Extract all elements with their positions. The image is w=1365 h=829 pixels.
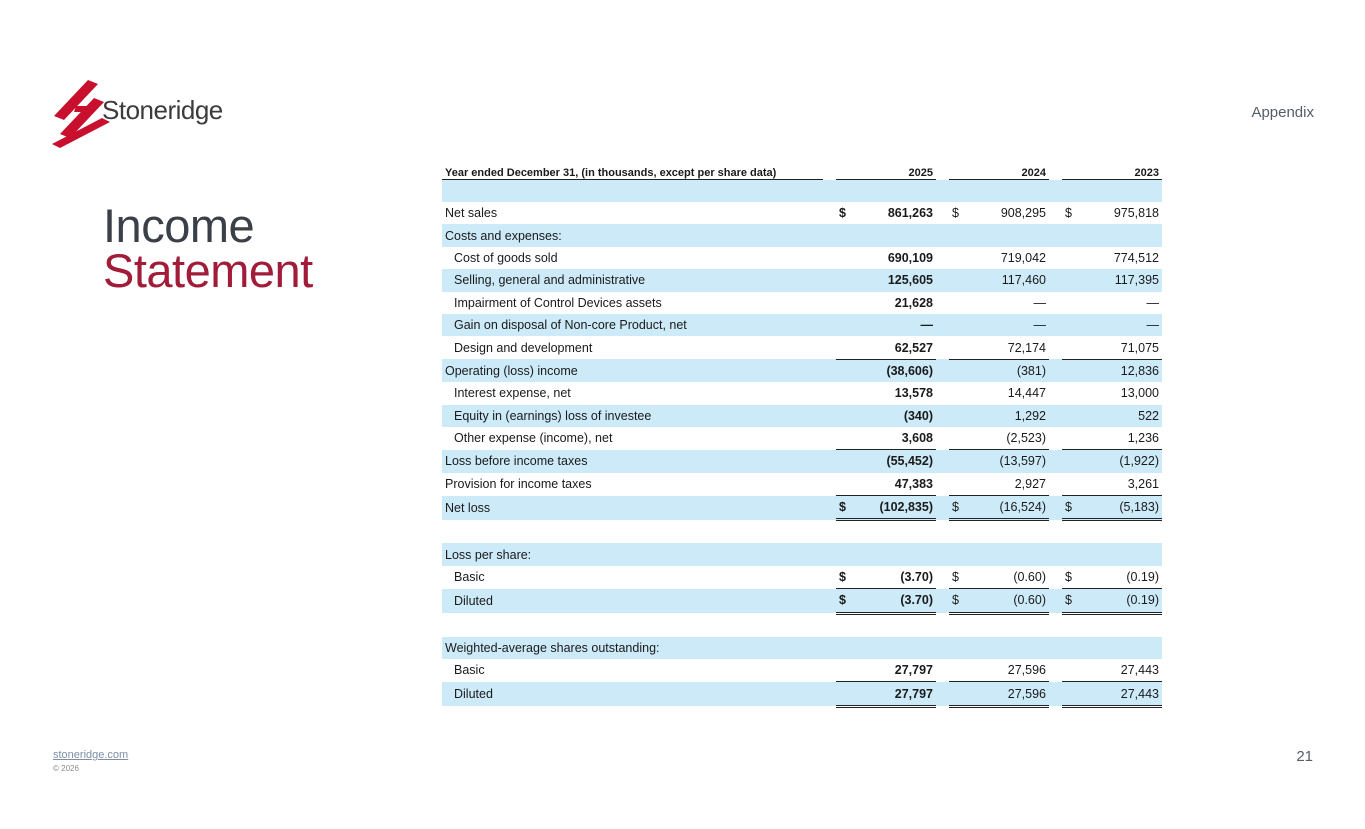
spacer-row (442, 180, 1162, 203)
header-label: Year ended December 31, (in thousands, except per share data) (442, 160, 823, 180)
row-lps-heading: Loss per share: (442, 543, 1162, 565)
row-lps-basic: Basic $ (3.70) $ (0.60) $ (0.19) (454, 570, 1159, 585)
row-other: Other expense (income), net 3,608 (2,523) 1,236 (454, 431, 1159, 446)
section-label: Appendix (1251, 104, 1314, 121)
year-2024: 2024 (949, 160, 1049, 180)
row-sga: Selling, general and administrative 125,605 117,460 117,395 (442, 269, 1162, 291)
page-number: 21 (1296, 748, 1313, 765)
row-lps-diluted: Diluted $ (3.70) $ (0.60) $ (0.19) (442, 589, 1162, 613)
row-net-loss: Net loss $ (102,835) $ (16,524) $ (5,183) (442, 496, 1162, 520)
income-statement-table (442, 160, 1162, 708)
spacer-row (442, 520, 1162, 544)
logo-wordmark: Stoneridge (102, 95, 223, 125)
row-costs-heading: Costs and expenses: (442, 224, 1162, 246)
title-line-1: Income (103, 199, 255, 252)
table-header-row (442, 160, 1162, 180)
row-shares-basic: Basic 27,797 27,596 27,443 (454, 663, 1159, 678)
title-line-2: Statement (103, 244, 313, 297)
row-interest: Interest expense, net 13,578 14,447 13,000 (454, 386, 1159, 401)
year-2025: 2025 (836, 160, 936, 180)
row-loss-before-tax: Loss before income taxes (55,452) (13,597) (1,922) (442, 450, 1162, 473)
row-cogs: Cost of goods sold 690,109 719,042 774,512 (454, 250, 1159, 265)
row-shares-diluted: Diluted 27,797 27,596 27,443 (442, 682, 1162, 706)
row-provision: Provision for income taxes 47,383 2,927 3,261 (445, 476, 1159, 492)
page-title (103, 199, 313, 297)
copyright: © 2026 (53, 764, 79, 773)
row-design: Design and development 62,527 72,174 71,075 (454, 340, 1159, 355)
row-operating: Operating (loss) income (38,606) (381) 12,836 (442, 359, 1162, 382)
company-logo (50, 80, 223, 148)
row-impairment: Impairment of Control Devices assets 21,628 — — (454, 295, 1159, 310)
row-net-sales: Net sales $ 861,263 $ 908,295 $ 975,818 (445, 206, 1159, 221)
row-gain: Gain on disposal of Non-core Product, net — — — (442, 314, 1162, 336)
row-equity: Equity in (earnings) loss of investee (340) 1,292 522 (442, 405, 1162, 427)
year-2023: 2023 (1062, 160, 1162, 180)
row-shares-heading: Weighted-average shares outstanding: (442, 637, 1162, 659)
spacer-row (442, 613, 1162, 637)
website-link[interactable]: stoneridge.com (53, 749, 129, 761)
